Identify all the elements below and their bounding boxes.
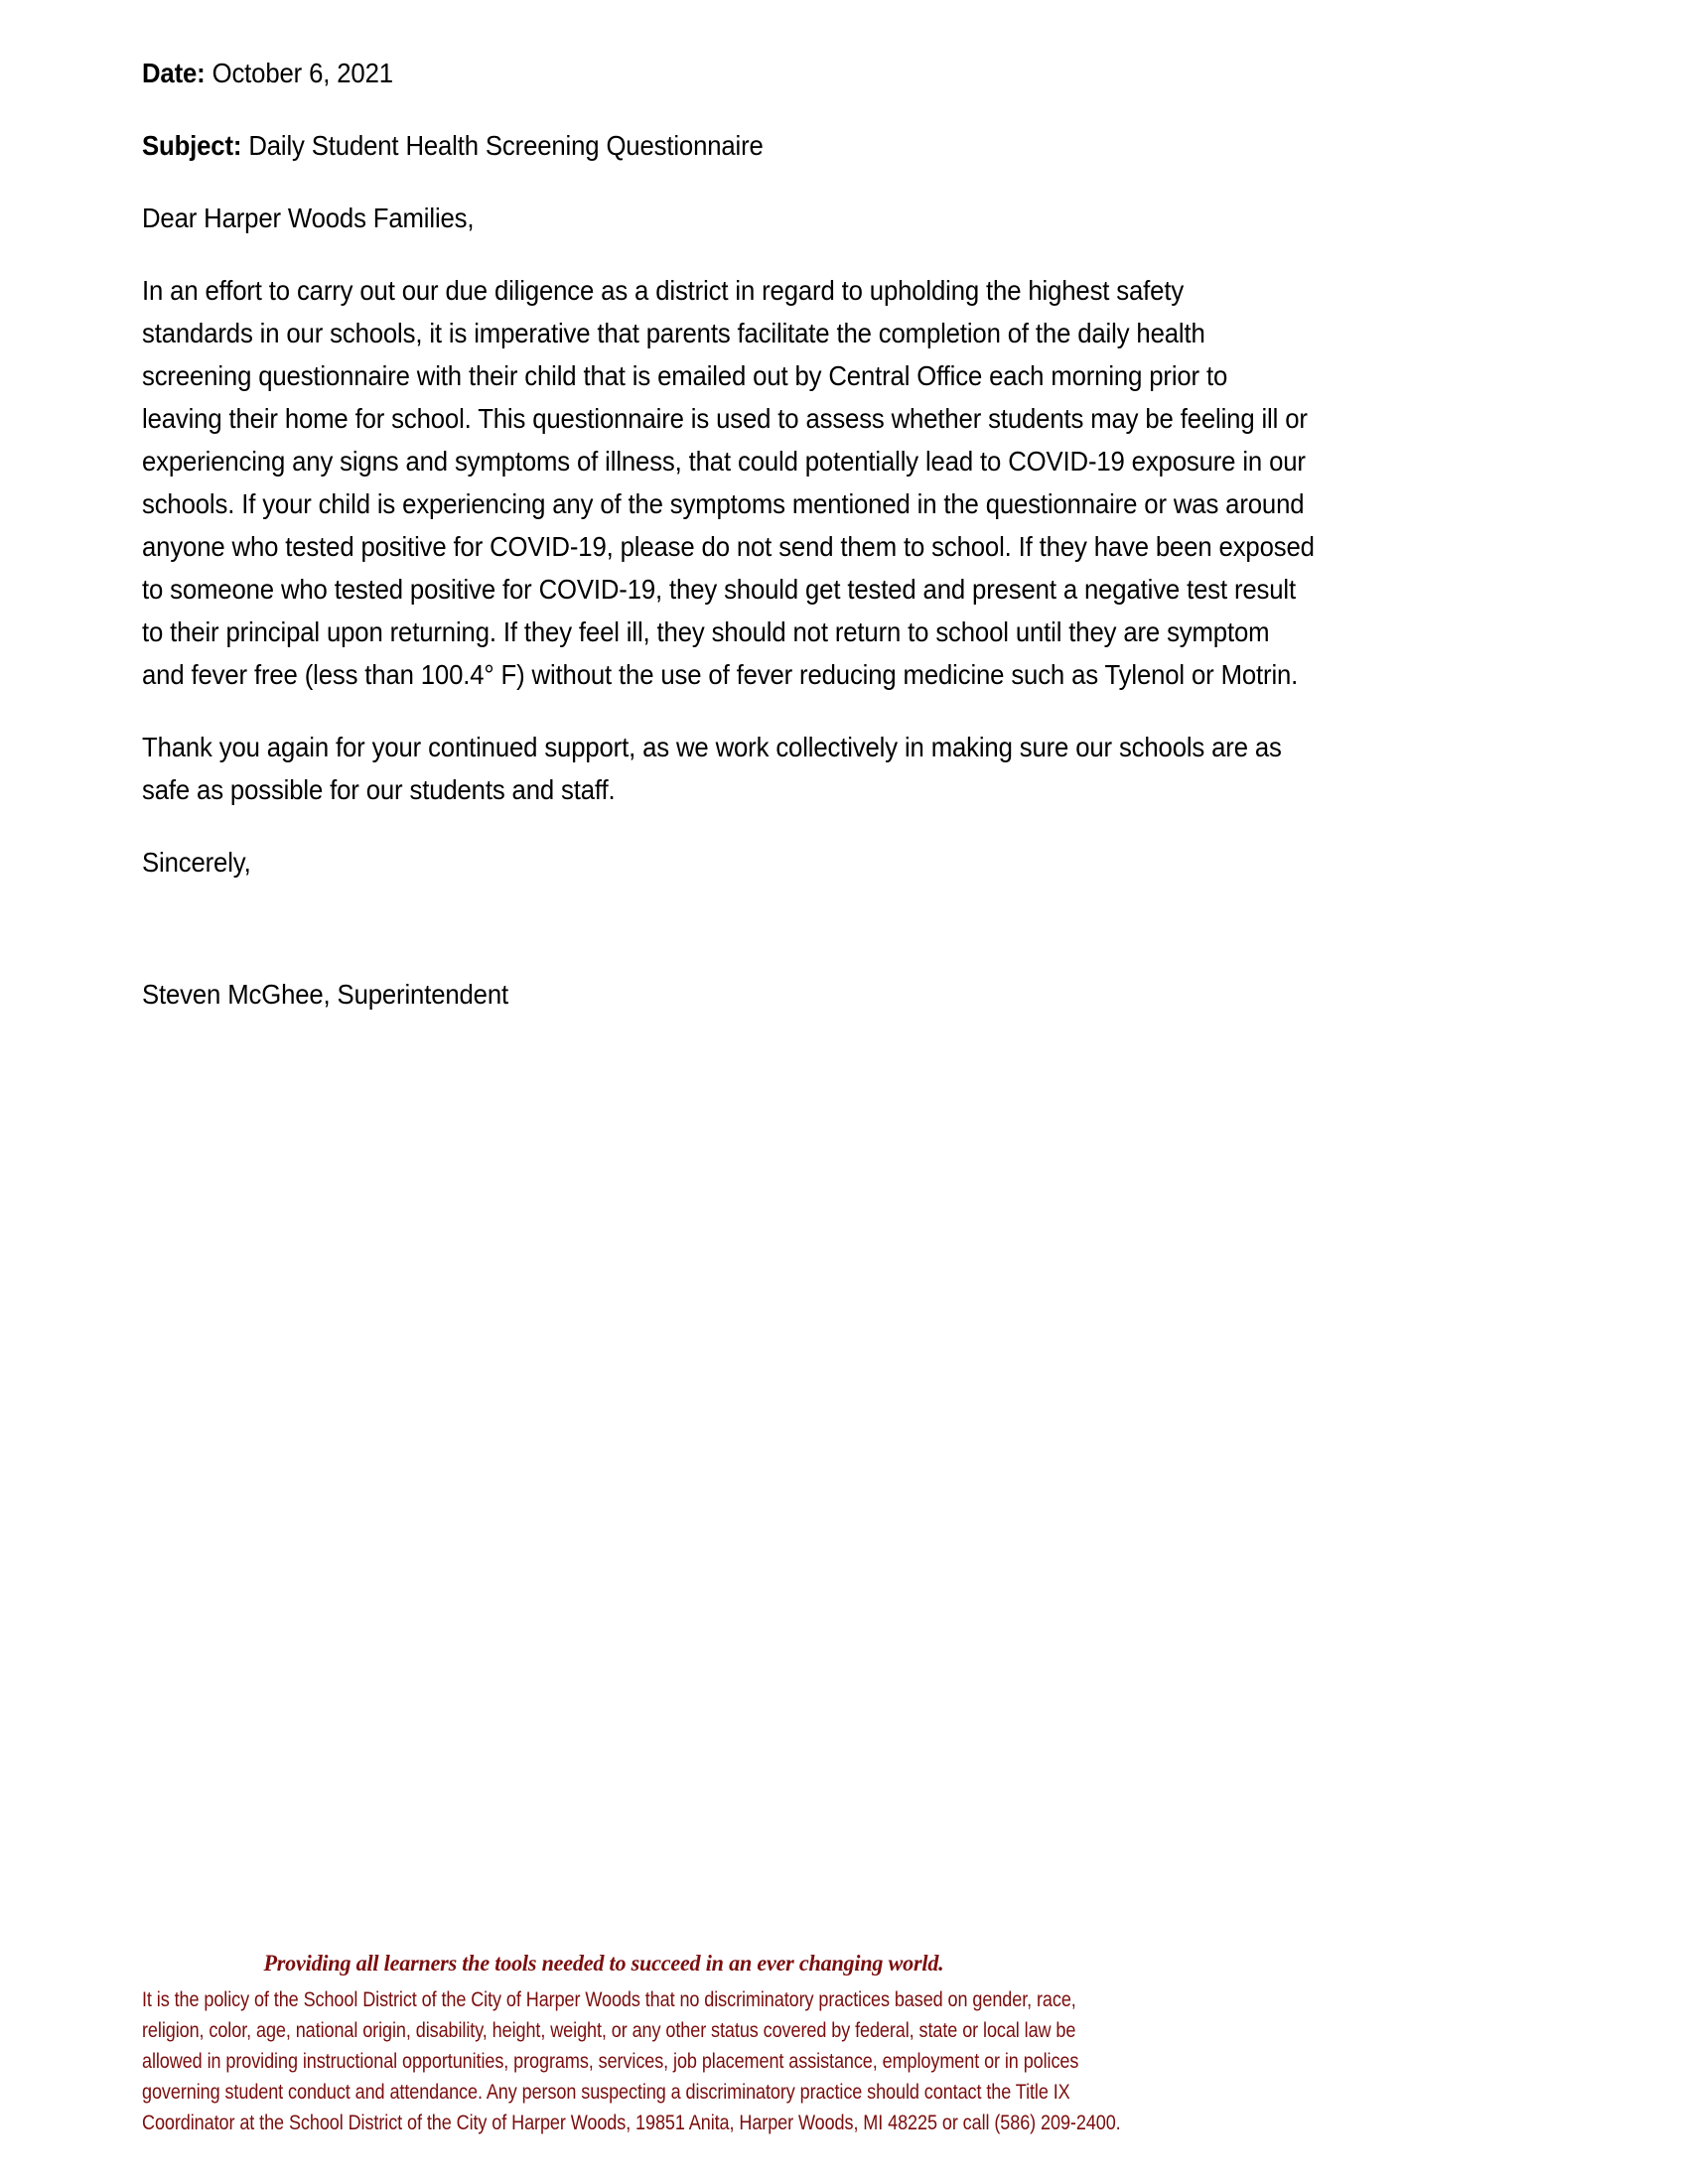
subject-value: Daily Student Health Screening Questionnaire [241, 130, 764, 161]
body-line: and fever free (less than 100.4° F) without the use of fever reducing medicine such as Tylenol or Motrin. [142, 659, 1299, 690]
main-paragraph [142, 269, 1315, 696]
disclaimer-line: governing student conduct and attendance. Any person suspecting a discriminatory practice should contact the Title IX [142, 2081, 1070, 2104]
date-label: Date: [142, 58, 206, 88]
body-line: schools. If your child is experiencing any of the symptoms mentioned in the questionnaire or was around [142, 488, 1305, 519]
closing-line: safe as possible for our students and staff. [142, 774, 616, 805]
body-line: experiencing any signs and symptoms of illness, that could potentially lead to COVID-19 exposure in our [142, 446, 1306, 477]
salutation [142, 197, 1065, 239]
letter-body [142, 52, 1315, 1045]
salutation-text: Dear Harper Woods Families, [142, 203, 475, 233]
body-line: screening questionnaire with their child that is emailed out by Central Office each morning prior to [142, 360, 1228, 391]
disclaimer-line: Coordinator at the School District of the City of Harper Woods, 19851 Anita, Harper Woods, MI 48225 or call (586) 209-2400. [142, 2112, 1121, 2134]
disclaimer-line: It is the policy of the School District of the City of Harper Woods that no discriminatory practices based on gender, race, [142, 1988, 1076, 2011]
subject-label: Subject: [142, 130, 242, 161]
body-line: to someone who tested positive for COVID-19, they should get tested and present a negative test result [142, 574, 1297, 605]
subject-line [142, 124, 1065, 167]
date-value: October 6, 2021 [205, 58, 393, 88]
closing-line: Thank you again for your continued support, as we work collectively in making sure our schools are as [142, 732, 1282, 762]
disclaimer-line: religion, color, age, national origin, disability, height, weight, or any other status covered by federal, state or local law be [142, 2019, 1076, 2042]
signature-space [142, 913, 1065, 973]
nondiscrimination-disclaimer [142, 1984, 1121, 2138]
body-line: In an effort to carry out our due diligence as a district in regard to upholding the highest safety [142, 275, 1185, 306]
signature-block [142, 973, 1065, 1016]
closing-paragraph [142, 726, 1282, 811]
body-line: leaving their home for school. This questionnaire is used to assess whether students may be feeling ill or [142, 403, 1308, 434]
signature-name: Steven McGhee, Superintendent [142, 979, 509, 1010]
body-line: to their principal upon returning. If they feel ill, they should not return to school until they are symptom [142, 616, 1270, 647]
body-line: standards in our schools, it is imperative that parents facilitate the completion of the daily health [142, 318, 1205, 348]
body-line: anyone who tested positive for COVID-19, please do not send them to school. If they have been exposed [142, 531, 1315, 562]
disclaimer-line: allowed in providing instructional opportunities, programs, services, job placement assistance, employment or in polices [142, 2050, 1079, 2073]
district-tagline: Providing all learners the tools needed to succeed in an ever changing world. [263, 1951, 944, 1976]
sign-off [142, 841, 1065, 884]
page-footer [142, 1949, 1121, 2138]
date-line [142, 52, 1065, 94]
sign-off-text: Sincerely, [142, 847, 251, 878]
